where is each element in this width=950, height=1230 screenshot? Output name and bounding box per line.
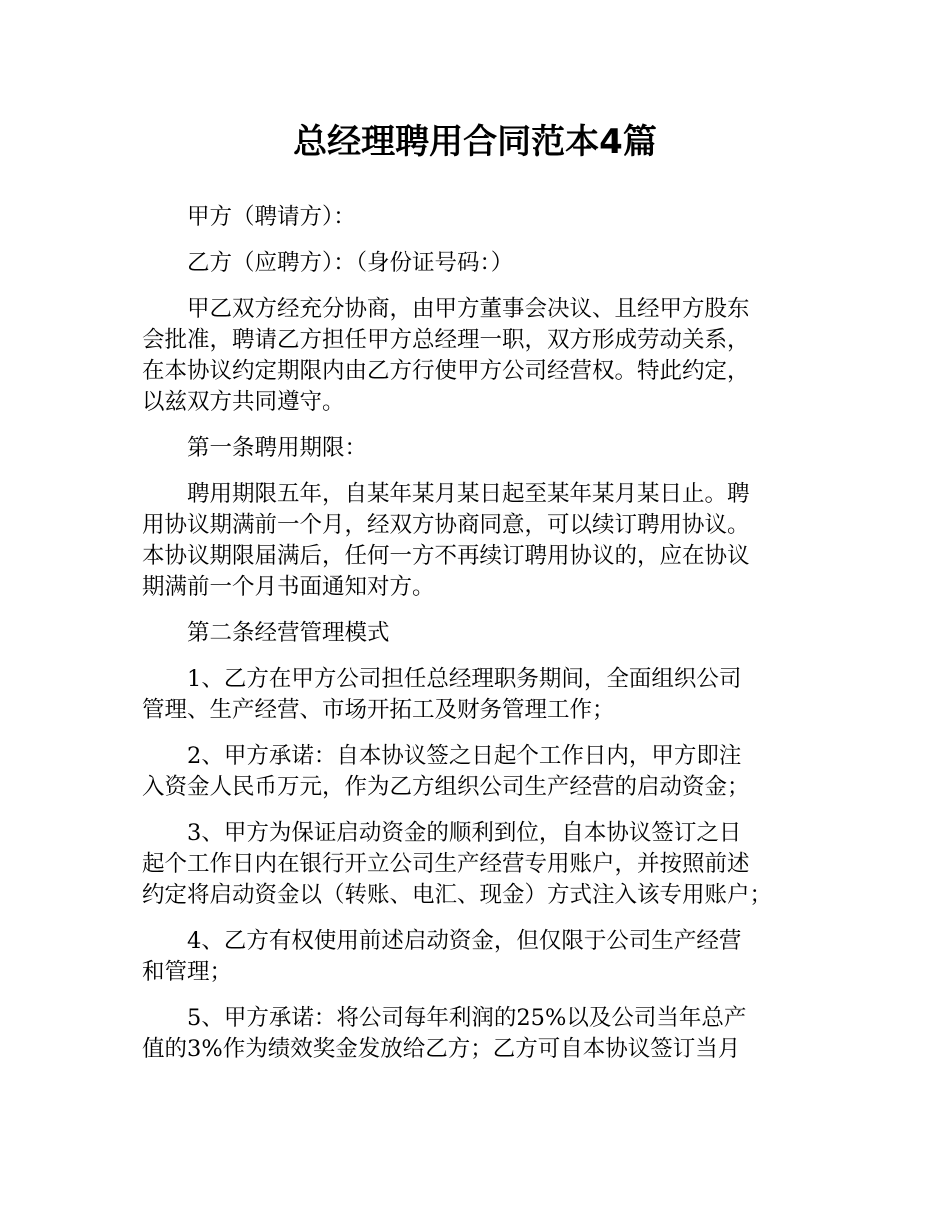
text-line: 聘用期限五年，自某年某月某日起至某年某月某日止。聘 (187, 481, 750, 507)
paragraph-term (142, 479, 814, 603)
text-line: 本协议期限届满后，任何一方不再续订聘用协议的，应在协议 (142, 543, 750, 569)
text-line: 3、甲方为保证启动资金的顺利到位，自本协议签订之日 (187, 820, 742, 846)
text-line: 值的3%作为绩效奖金发放给乙方；乙方可自本协议签订当月 (142, 1036, 741, 1062)
clause-3 (142, 818, 814, 911)
clause-2 (142, 741, 814, 803)
text-line: 起个工作日内在银行开立公司生产经营专用账户，并按照前述 (142, 851, 750, 877)
text-line: 甲方（聘请方）： (187, 204, 356, 230)
text-line: 第一条聘用期限： (187, 435, 368, 461)
text-line: 1、乙方在甲方公司担任总经理职务期间，全面组织公司 (187, 666, 742, 692)
clause-1 (142, 664, 814, 726)
text-line: 约定将启动资金以（转账、电汇、现金）方式注入该专用账户； (142, 882, 773, 908)
text-line: 期满前一个月书面通知对方。 (142, 574, 435, 600)
text-line: 2、甲方承诺：自本协议签之日起个工作日内，甲方即注 (187, 743, 742, 769)
clause-4 (142, 926, 814, 988)
text-line: 和管理； (142, 959, 233, 985)
document-body (142, 202, 814, 1080)
article-1-heading (142, 433, 814, 464)
text-line: 第二条经营管理模式 (187, 620, 390, 646)
text-line: 5、甲方承诺：将公司每年利润的25%以及公司当年总产 (187, 1005, 747, 1031)
paragraph-preamble (142, 294, 814, 418)
text-line: 甲乙双方经充分协商，由甲方董事会决议、且经甲方股东 (187, 296, 750, 322)
text-line: 用协议期满前一个月，经双方协商同意，可以续订聘用协议。 (142, 512, 750, 538)
text-line: 入资金人民币万元，作为乙方组织公司生产经营的启动资金； (142, 774, 750, 800)
text-line: 乙方（应聘方）：（身份证号码：） (187, 250, 514, 276)
text-line: 在本协议约定期限内由乙方行使甲方公司经营权。特此约定， (142, 358, 750, 384)
text-line: 管理、生产经营、市场开拓工及财务管理工作； (142, 697, 615, 723)
document-title: 总经理聘用合同范本4篇 (293, 122, 657, 162)
text-line: 会批准，聘请乙方担任甲方总经理一职，双方形成劳动关系， (142, 327, 750, 353)
paragraph-party-b (142, 248, 814, 279)
paragraph-party-a (142, 202, 814, 233)
clause-5 (142, 1003, 814, 1065)
text-line: 以兹双方共同遵守。 (142, 389, 345, 415)
article-2-heading (142, 618, 814, 649)
text-line: 4、乙方有权使用前述启动资金，但仅限于公司生产经营 (187, 928, 742, 954)
